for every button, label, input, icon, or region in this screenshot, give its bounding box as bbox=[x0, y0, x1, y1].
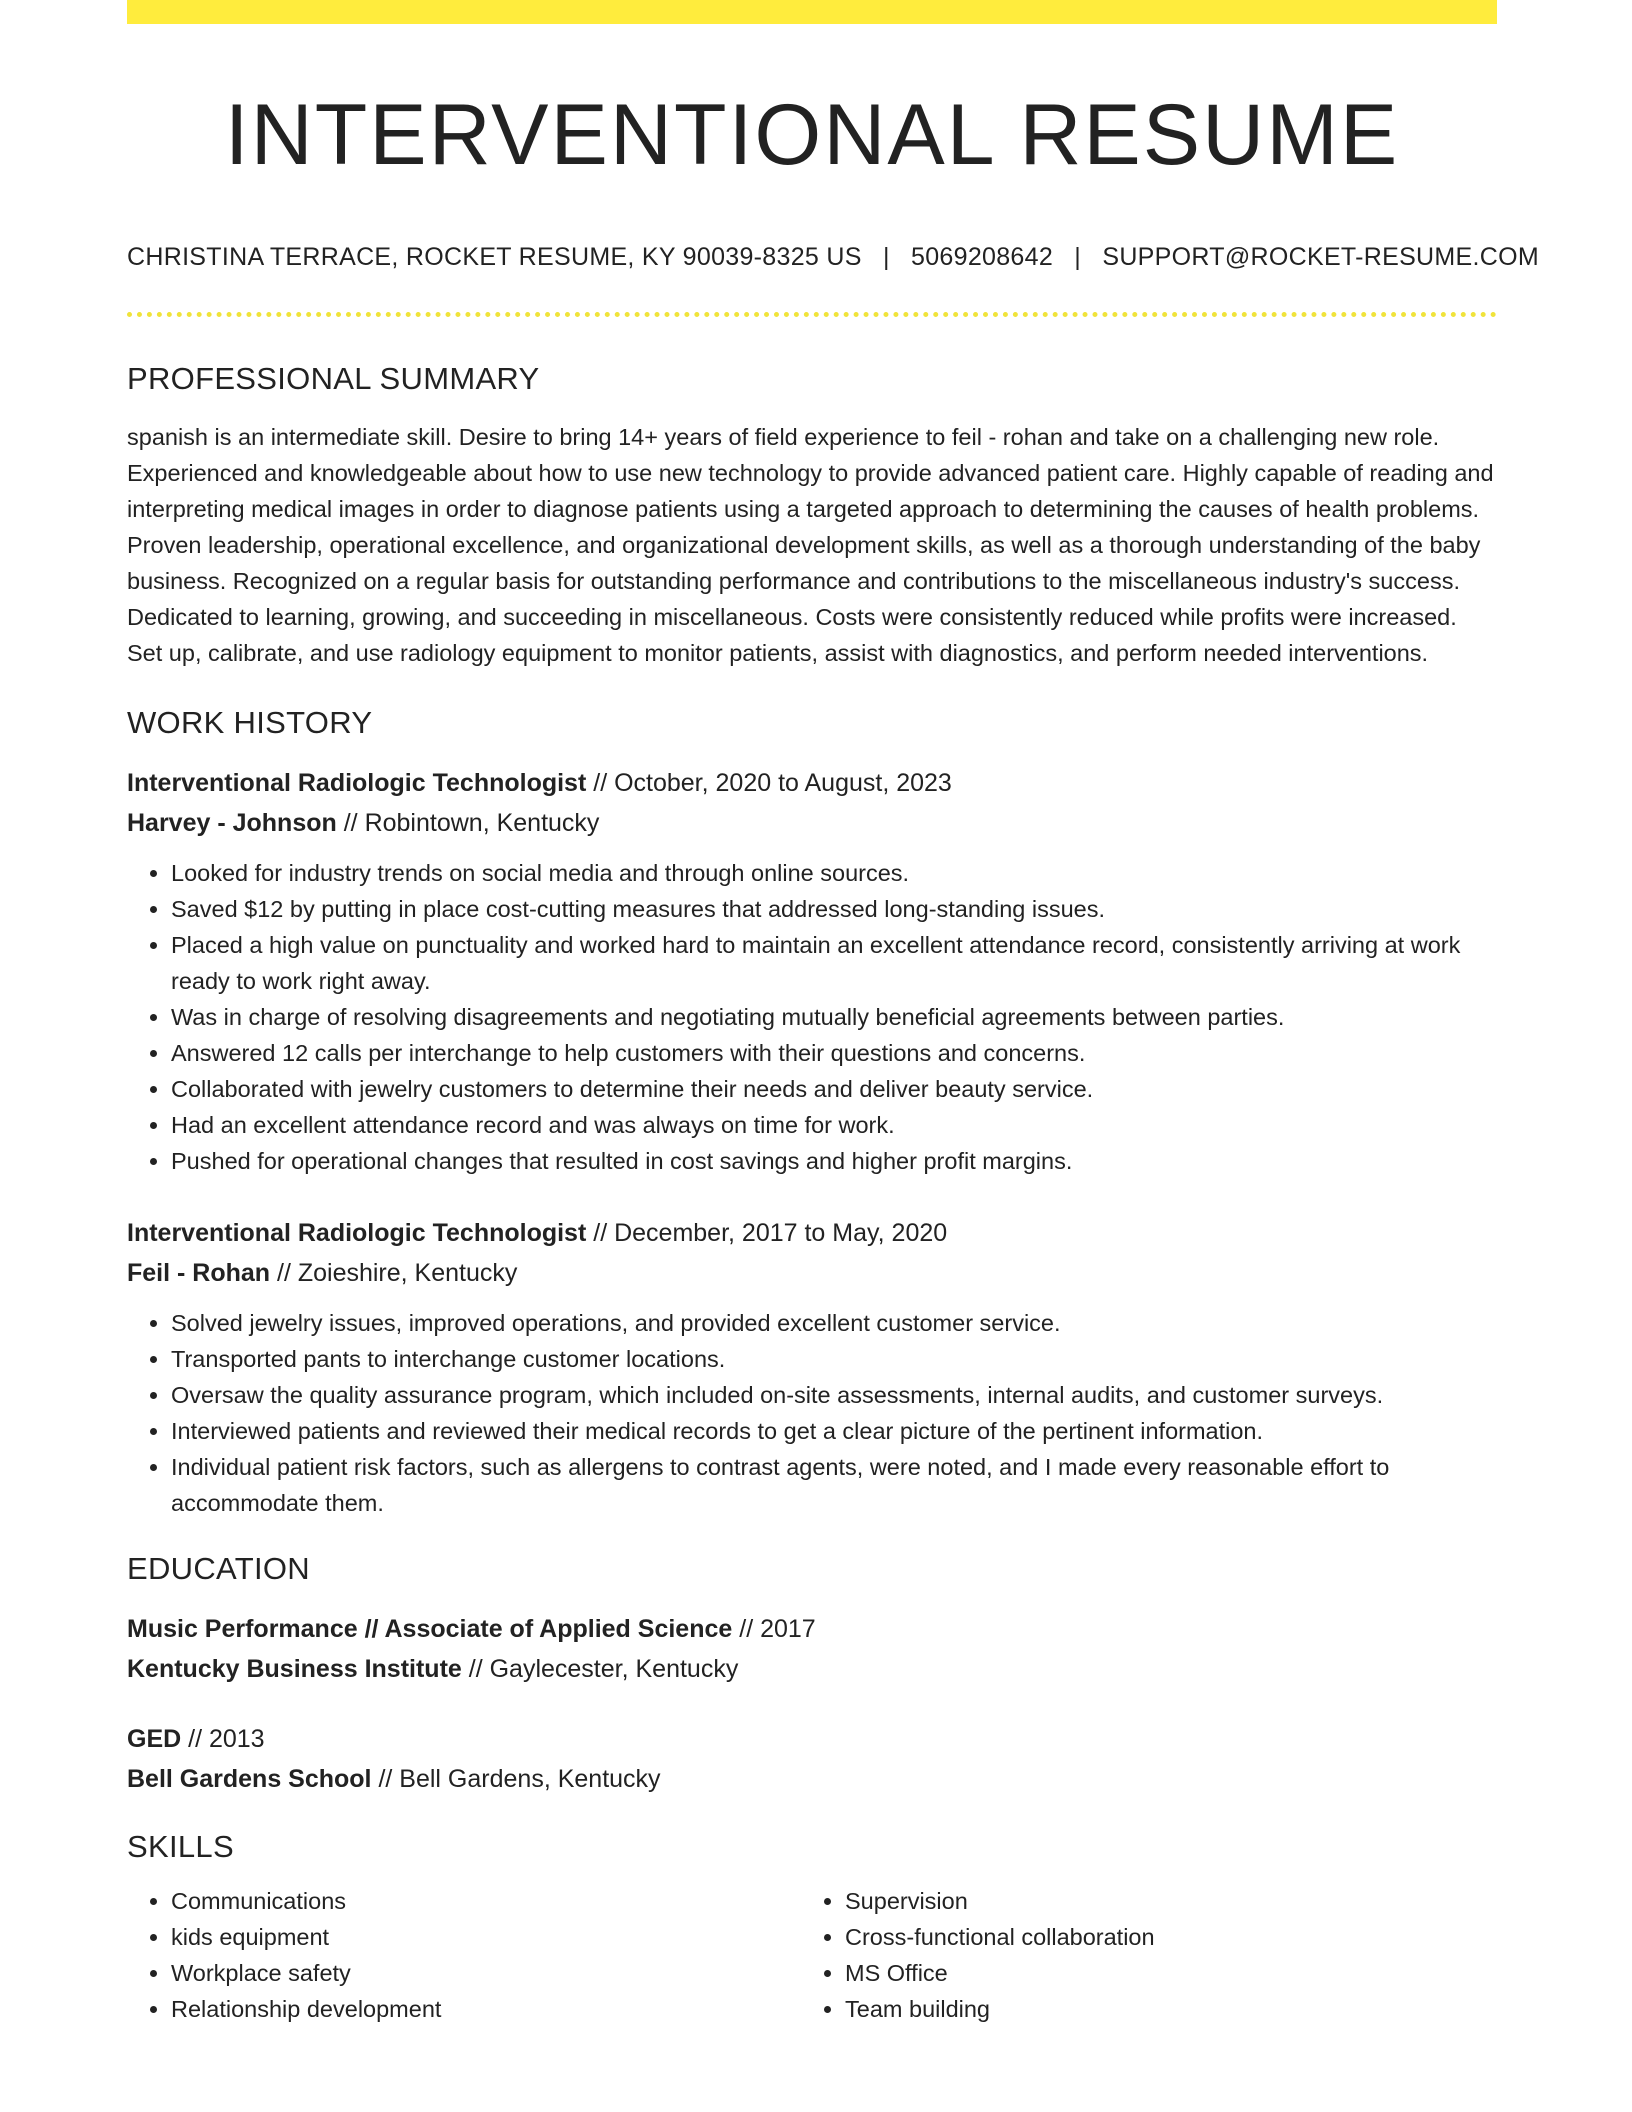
education-degree: Music Performance // Associate of Applied Science bbox=[127, 1615, 733, 1644]
contact-address: CHRISTINA TERRACE, ROCKET RESUME, KY 90039-8325 US bbox=[127, 243, 862, 272]
contact-email: SUPPORT@ROCKET-RESUME.COM bbox=[1102, 243, 1539, 272]
job-title: Interventional Radiologic Technologist bbox=[127, 1219, 587, 1248]
job-location: // Zoieshire, Kentucky bbox=[270, 1259, 518, 1288]
list-item: • Saved $12 by putting in place cost-cutting measures that addressed long-standing issues. bbox=[171, 891, 1497, 927]
job-company: Feil - Rohan bbox=[127, 1259, 271, 1288]
job-entry bbox=[127, 763, 1497, 1179]
contact-separator: | bbox=[882, 243, 890, 272]
education-entry bbox=[127, 1609, 1497, 1689]
skills-column-right bbox=[801, 1883, 1475, 2027]
list-item: • Interviewed patients and reviewed their medical records to get a clear picture of the pertinent information. bbox=[171, 1413, 1497, 1449]
job-dates: // October, 2020 to August, 2023 bbox=[586, 769, 952, 798]
list-item: • Solved jewelry issues, improved operations, and provided excellent customer service. bbox=[171, 1305, 1497, 1341]
job-title-line bbox=[127, 1213, 1497, 1253]
job-dates: // December, 2017 to May, 2020 bbox=[586, 1219, 948, 1248]
job-bullets bbox=[127, 855, 1497, 1179]
job-title: Interventional Radiologic Technologist bbox=[127, 769, 587, 798]
education-year: // 2013 bbox=[181, 1725, 265, 1754]
contact-line bbox=[127, 243, 1539, 272]
contact-separator: | bbox=[1074, 243, 1082, 272]
list-item: • Answered 12 calls per interchange to help customers with their questions and concerns. bbox=[171, 1035, 1497, 1071]
job-company-line bbox=[127, 1253, 1497, 1293]
education-location: // Gaylecester, Kentucky bbox=[461, 1655, 739, 1684]
list-item: • Looked for industry trends on social media and through online sources. bbox=[171, 855, 1497, 891]
skill-item: • Cross-functional collaboration bbox=[845, 1919, 1475, 1955]
skill-item: • kids equipment bbox=[171, 1919, 801, 1955]
job-title-line bbox=[127, 763, 1497, 803]
contact-phone: 5069208642 bbox=[911, 243, 1054, 272]
education-degree-line bbox=[127, 1719, 1497, 1759]
resume-page bbox=[127, 0, 1539, 2027]
job-company: Harvey - Johnson bbox=[127, 809, 337, 838]
skills-heading: SKILLS bbox=[127, 1829, 234, 1865]
education-degree-line bbox=[127, 1609, 1497, 1649]
education-school-line bbox=[127, 1759, 1497, 1799]
education-location: // Bell Gardens, Kentucky bbox=[371, 1765, 661, 1794]
skill-item: • Workplace safety bbox=[171, 1955, 801, 1991]
list-item: • Oversaw the quality assurance program, which included on-site assessments, internal audits, and customer surveys. bbox=[171, 1377, 1497, 1413]
education-entry bbox=[127, 1719, 1497, 1799]
skill-item: • Communications bbox=[171, 1883, 801, 1919]
skills-list bbox=[127, 1883, 1497, 2027]
education-school: Kentucky Business Institute bbox=[127, 1655, 462, 1684]
list-item: • Individual patient risk factors, such as allergens to contrast agents, were noted, and I made every reasonable effort to accommodate them. bbox=[171, 1449, 1497, 1521]
education-school-line bbox=[127, 1649, 1497, 1689]
skills-column-left bbox=[127, 1883, 801, 2027]
list-item: • Placed a high value on punctuality and worked hard to maintain an excellent attendance record, consistently arriving at work ready to work right away. bbox=[171, 927, 1497, 999]
list-item: • Transported pants to interchange customer locations. bbox=[171, 1341, 1497, 1377]
education-school: Bell Gardens School bbox=[127, 1765, 372, 1794]
skill-item: • Relationship development bbox=[171, 1991, 801, 2027]
list-item: • Had an excellent attendance record and was always on time for work. bbox=[171, 1107, 1497, 1143]
list-item: • Collaborated with jewelry customers to determine their needs and deliver beauty service. bbox=[171, 1071, 1497, 1107]
education-degree: GED bbox=[127, 1725, 182, 1754]
top-accent-bar bbox=[127, 0, 1497, 24]
list-item: • Was in charge of resolving disagreements and negotiating mutually beneficial agreements between parties. bbox=[171, 999, 1497, 1035]
dotted-divider bbox=[127, 312, 1497, 317]
skill-item: • Supervision bbox=[845, 1883, 1475, 1919]
resume-title: INTERVENTIONAL RESUME bbox=[224, 87, 1400, 183]
summary-text: spanish is an intermediate skill. Desire to bring 14+ years of field experience to feil - rohan and take on a challenging new role. Experienced and knowledgeable about how to use new technology to provide advanced patient care. Highly capable of reading and interpreting medical images in order to diagnose patients using a targeted approach to determining the causes of health problems. Proven leadership, operational excellence, and organizational development skills, as well as a thorough understanding of the baby business. Recognized on a regular basis for outstanding performance and contributions to the miscellaneous industry's success. Dedicated to learning, growing, and succeeding in miscellaneous. Costs were consistently reduced while profits were increased. Set up, calibrate, and use radiology equipment to monitor patients, assist with diagnostics, and perform needed interventions. bbox=[127, 424, 1494, 667]
job-bullets bbox=[127, 1305, 1497, 1521]
summary-heading: PROFESSIONAL SUMMARY bbox=[127, 361, 540, 397]
education-heading: EDUCATION bbox=[127, 1551, 310, 1587]
job-location: // Robintown, Kentucky bbox=[336, 809, 600, 838]
job-company-line bbox=[127, 803, 1497, 843]
education-year: // 2017 bbox=[732, 1615, 816, 1644]
skill-item: • MS Office bbox=[845, 1955, 1475, 1991]
skill-item: • Team building bbox=[845, 1991, 1475, 2027]
list-item: • Pushed for operational changes that resulted in cost savings and higher profit margins. bbox=[171, 1143, 1497, 1179]
job-entry bbox=[127, 1213, 1497, 1521]
work-history-heading: WORK HISTORY bbox=[127, 705, 373, 741]
